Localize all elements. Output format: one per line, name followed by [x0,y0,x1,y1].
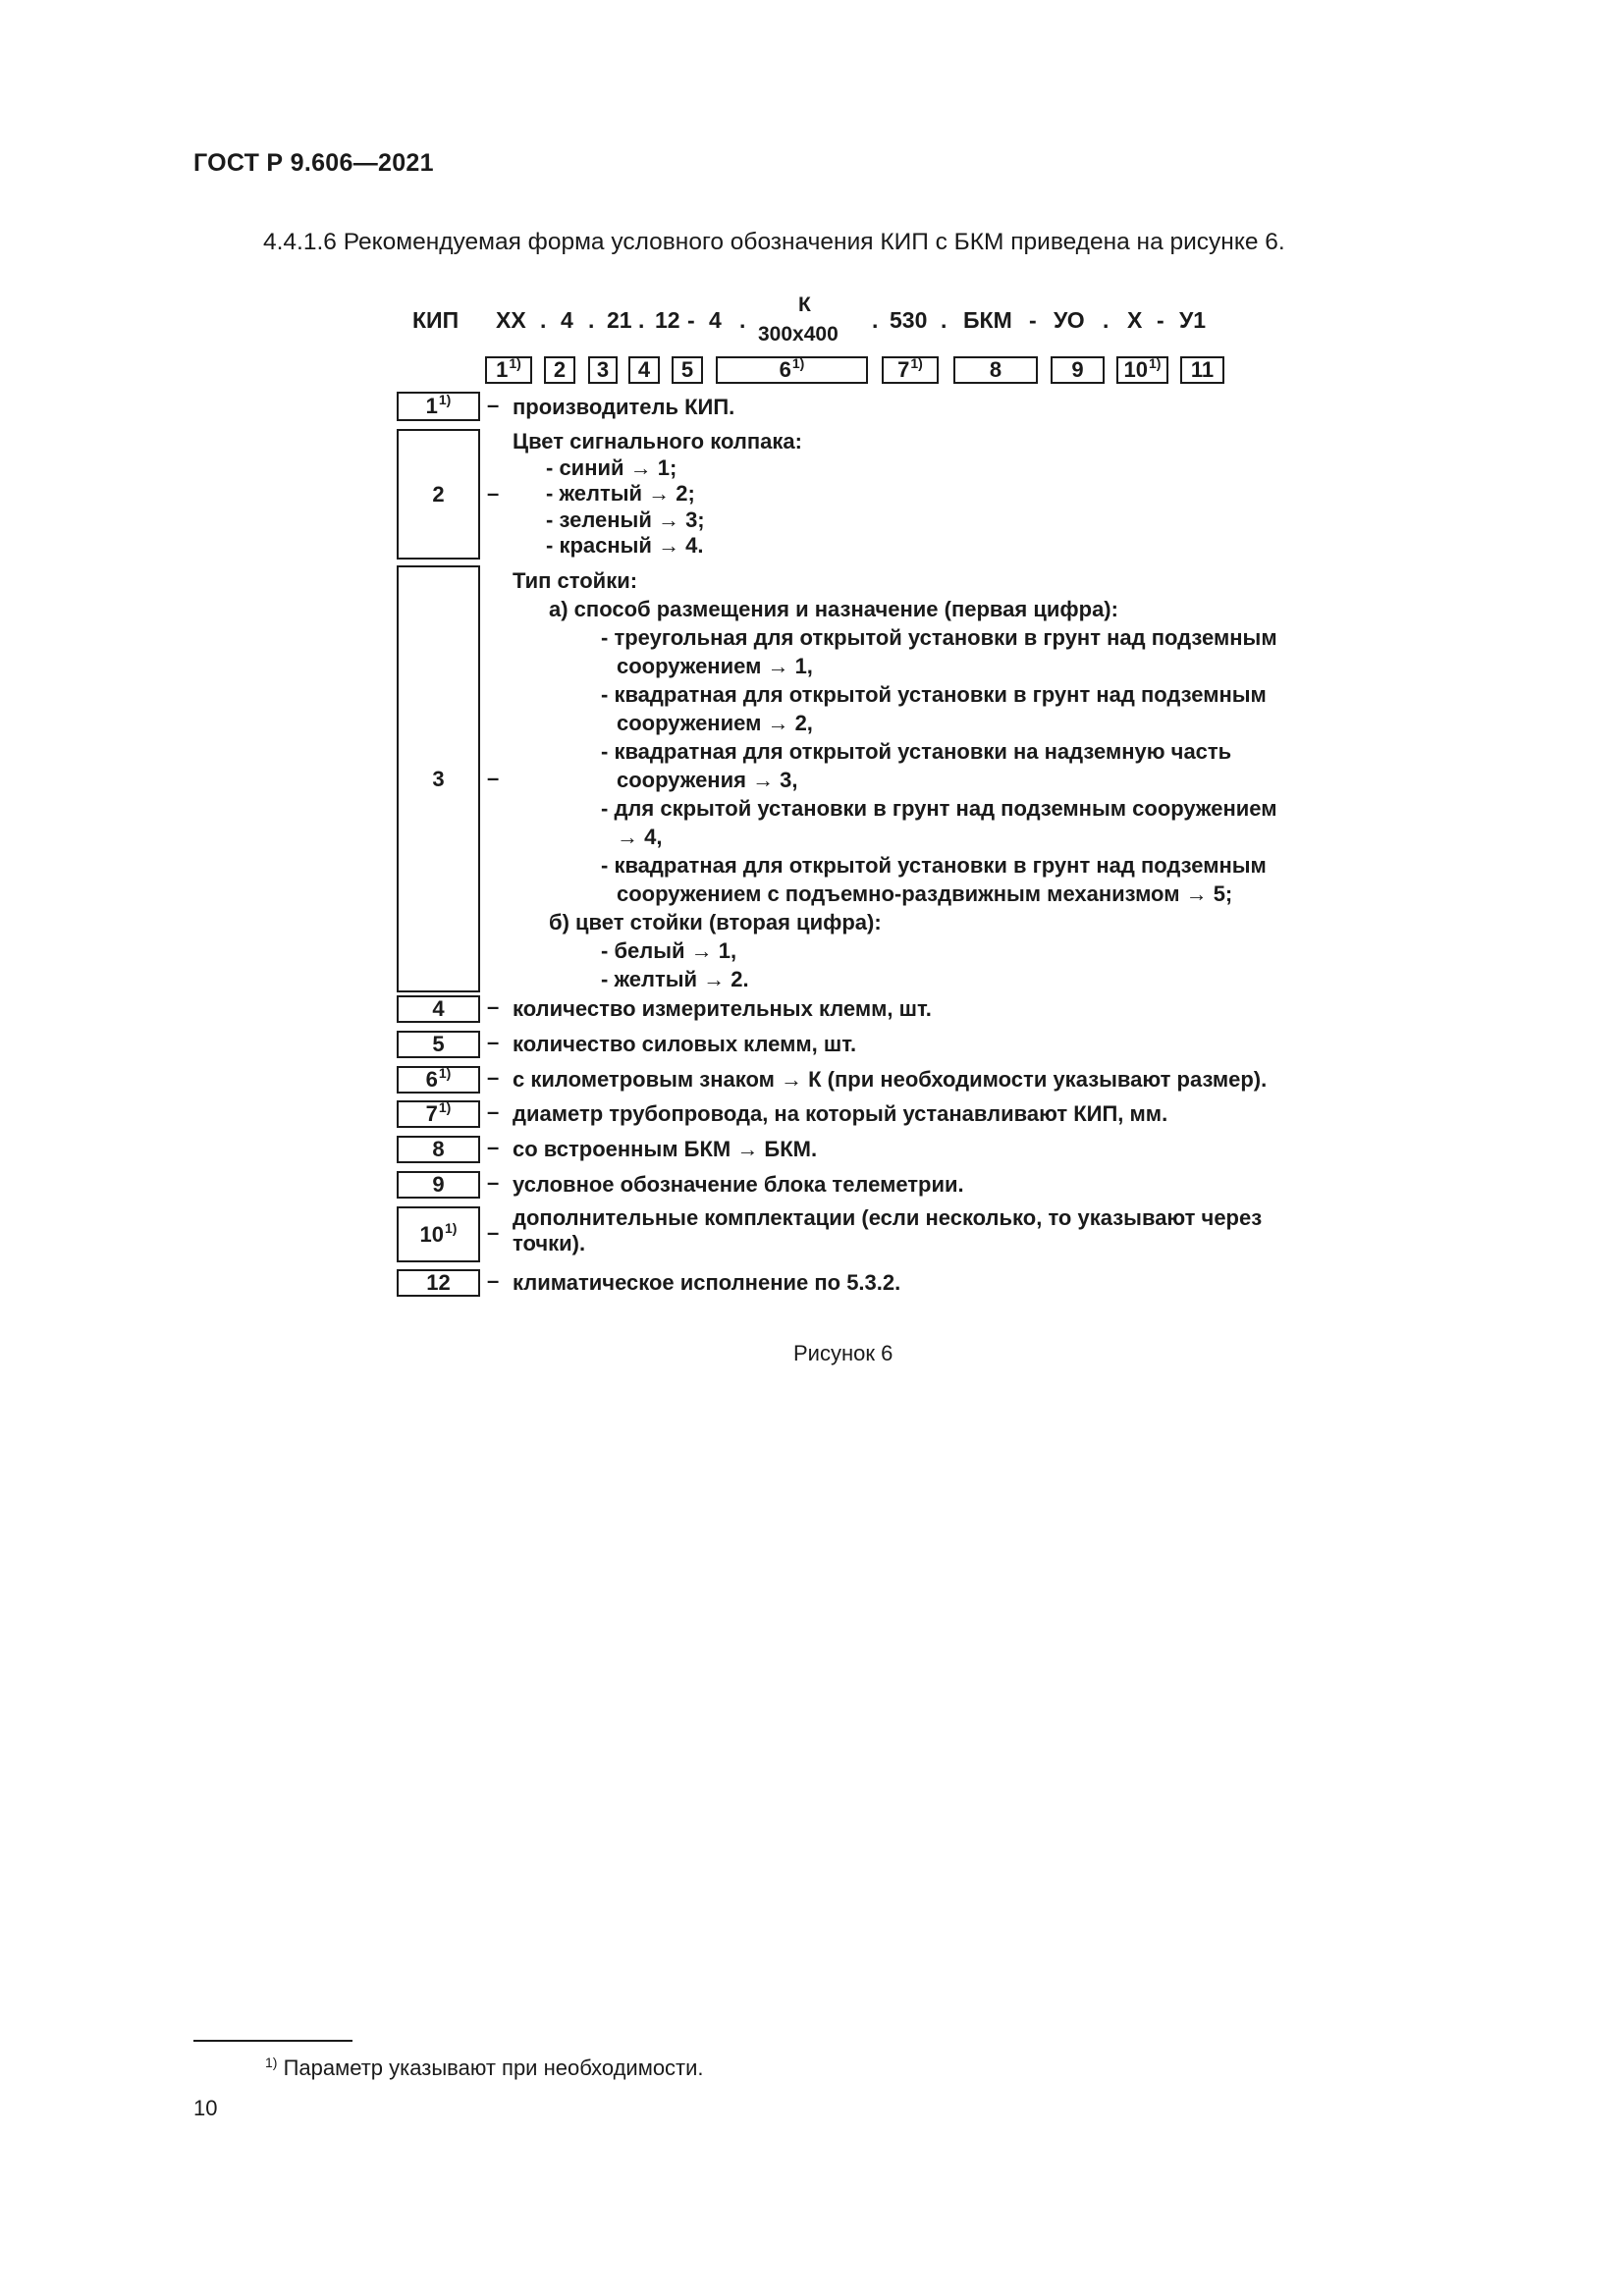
position-box: 1 $^{1)}$ [485,356,532,384]
legend-description: с километровым знаком → К (при необходимости указывают размер). [513,1067,1268,1092]
position-box: 3 [588,356,618,384]
designation-token: ХХ [496,307,526,333]
footnote-separator [193,2040,352,2042]
designation-token: . [872,307,879,333]
legend-description: диаметр трубопровода, на который устанавливают КИП, мм. [513,1101,1168,1126]
designation-token: 21 [607,307,632,333]
legend-dash: – [487,766,500,790]
legend-number-box: 4 [397,995,480,1023]
legend-description: производитель КИП. [513,395,735,419]
legend-dash: – [487,1170,500,1195]
legend-number-box: 7 $^{1)}$ [397,1100,480,1128]
legend-dash: – [487,1065,500,1090]
designation-token: БКМ [963,307,1012,333]
position-box: 9 [1051,356,1105,384]
designation-k-top: К [798,294,811,316]
legend-description: со встроенным БКМ → БКМ. [513,1137,818,1161]
position-box: 10 $^{1)}$ [1116,356,1168,384]
designation-k-bottom: 300х400 [758,323,839,346]
footnote [265,2056,704,2081]
legend-dash: – [487,994,500,1019]
legend-description: Цвет сигнального колпака: - синий → 1; - желтый → 2; - зеленый → 3; - красный → 4. [513,429,802,558]
position-box: 2 [544,356,575,384]
legend-number-box: 9 [397,1171,480,1199]
legend-number-box: 8 [397,1136,480,1163]
designation-token: 4 [561,307,573,333]
legend-description: климатическое исполнение по 5.3.2. [513,1270,901,1295]
legend-dash: – [487,1099,500,1124]
position-box: 7 $^{1)}$ [882,356,939,384]
designation-token: - [1157,307,1164,333]
legend-number-box: 2 [397,429,480,560]
page-number: 10 [193,2096,218,2120]
document-header: ГОСТ Р 9.606—2021 [193,149,434,177]
legend-dash: – [487,1135,500,1159]
designation-token: . [588,307,595,333]
position-box: 4 [628,356,660,384]
legend-dash: – [487,1268,500,1293]
designation-token: . [739,307,746,333]
position-box: 11 [1180,356,1224,384]
designation-token: . [1103,307,1110,333]
designation-token: УО [1054,307,1085,333]
designation-token: 4 [709,307,722,333]
designation-prefix: КИП [412,307,460,333]
legend-description: количество измерительных клемм, шт. [513,996,932,1021]
designation-token: Х [1127,307,1143,333]
designation-token: - [687,307,695,333]
designation-token: . [941,307,947,333]
position-box: 8 [953,356,1038,384]
intro-paragraph: 4.4.1.6 Рекомендуемая форма условного обозначения КИП с БКМ приведена на рисунке 6. [263,229,1285,255]
position-box: 5 [672,356,703,384]
legend-dash: – [487,393,500,417]
legend-description: дополнительные комплектации (если несколько, то указывают через точки). [513,1205,1263,1255]
legend-number-box: 6 $^{1)}$ [397,1066,480,1094]
legend-number-box: 12 [397,1269,480,1297]
legend-number-box: 1 $^{1)}$ [397,392,480,421]
legend-description: условное обозначение блока телеметрии. [513,1172,964,1197]
legend-dash: – [487,1030,500,1054]
designation-token: . [540,307,547,333]
designation-token: . [638,307,645,333]
legend-description: Тип стойки: а) способ размещения и назначение (первая цифра): - треугольная для открытой установки в грунт над подземным сооружением → 1, - квадратная для открытой установки в грунт над подземным сооружением → 2, - квадратная для открытой установки на надземную часть сооружения → 3, - для скрытой установки в грунт над подземным сооружением → 4, - квадратная для открытой установки в грунт над подземным сооружением с подъемно-раздвижным механизмом → 5; б) цвет стойки (вторая цифра): - белый → 1, - желтый → 2. [513,568,1277,991]
figure-caption: Рисунок 6 [793,1341,893,1365]
designation-token: - [1029,307,1037,333]
legend-number-box: 3 [397,565,480,992]
legend-number-box: 5 [397,1031,480,1058]
legend-dash: – [487,481,500,506]
designation-token: 530 [890,307,928,333]
position-box: 6 $^{1)}$ [716,356,868,384]
legend-number-box: 10 $^{1)}$ [397,1206,480,1262]
designation-token: 12 [655,307,680,333]
footnote-marker: 1) [265,2055,278,2070]
legend-dash: – [487,1220,500,1245]
legend-description: количество силовых клемм, шт. [513,1032,857,1056]
designation-token: У1 [1179,307,1207,333]
footnote-text: Параметр указывают при необходимости. [283,2056,704,2080]
